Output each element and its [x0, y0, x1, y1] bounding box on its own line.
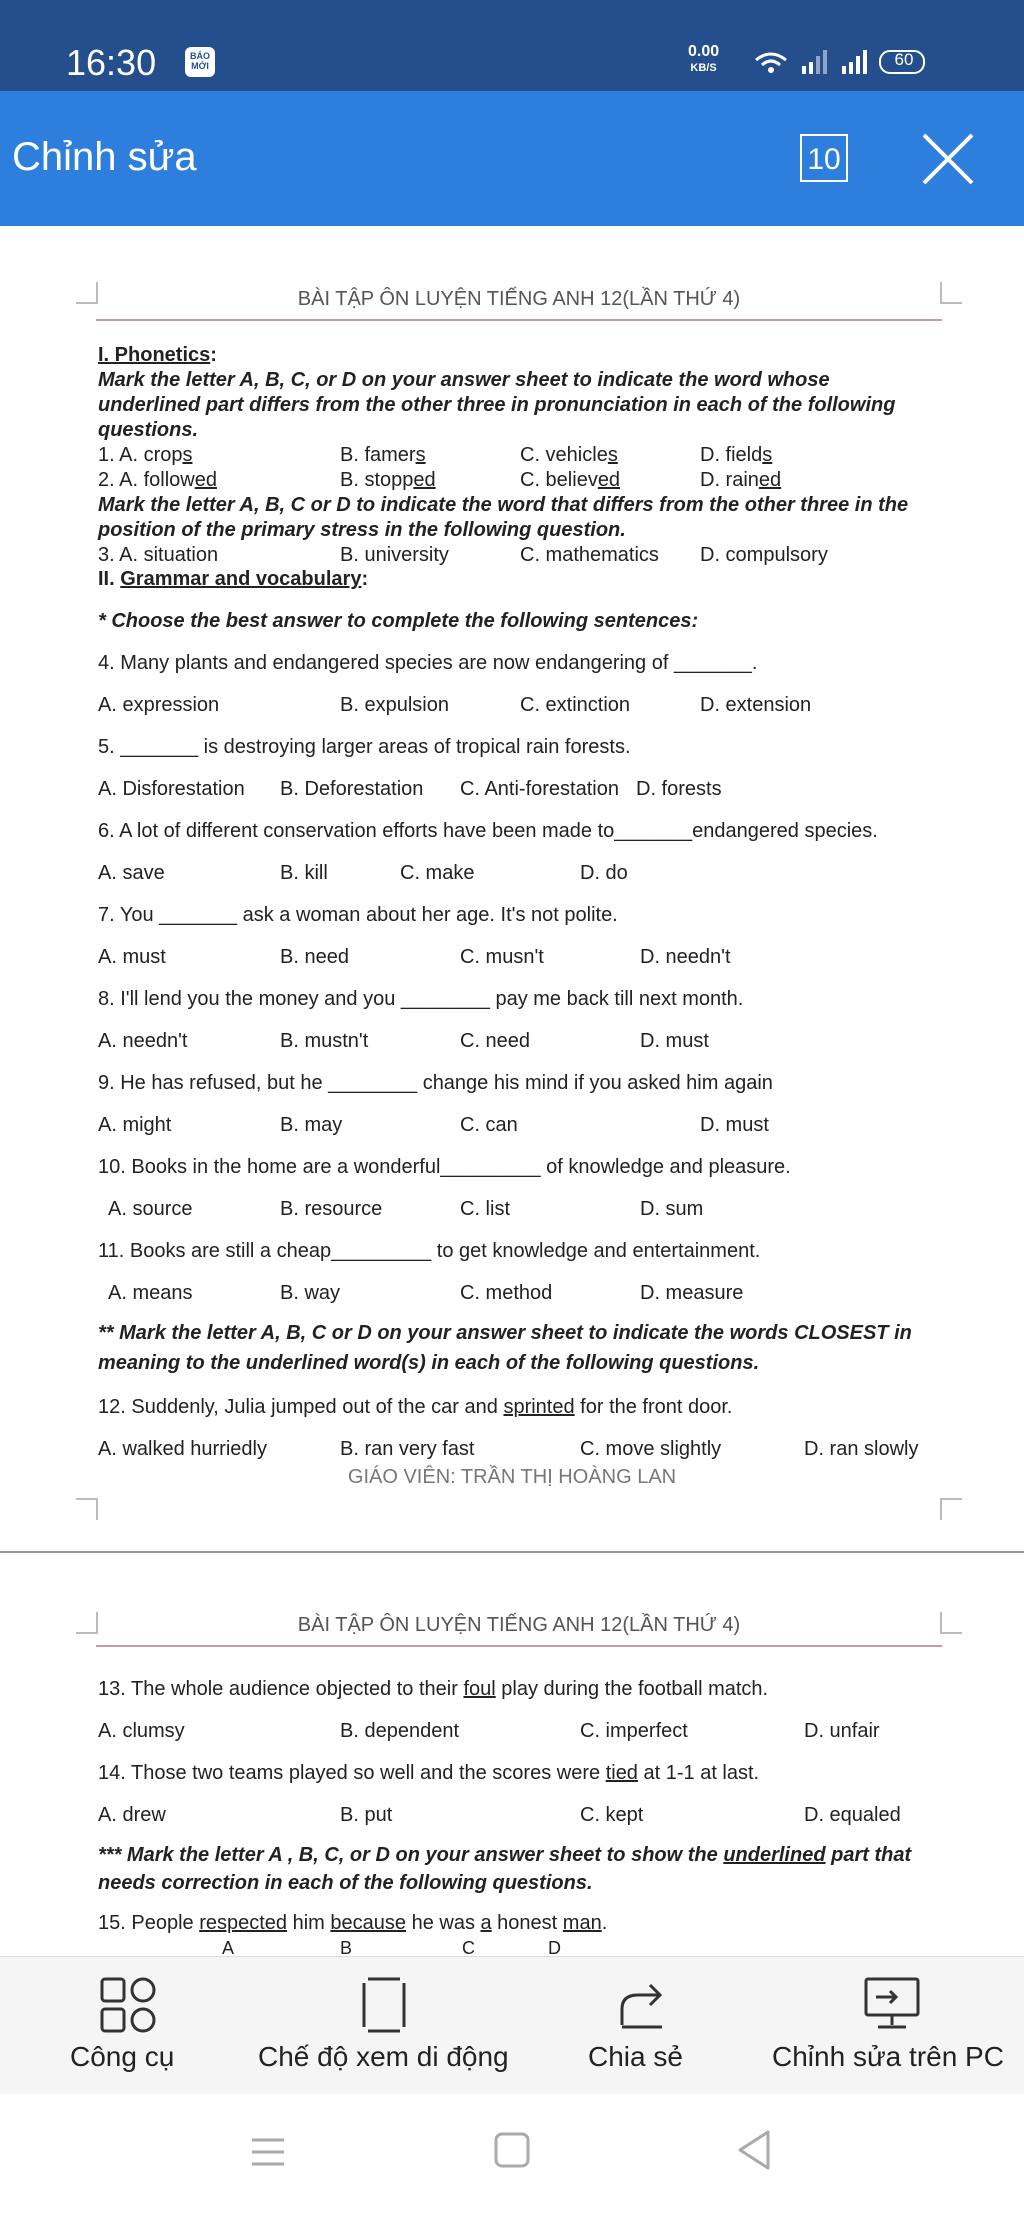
- tools-button[interactable]: [40, 1957, 220, 2095]
- option-text: 1. A. crop: [98, 444, 183, 466]
- option-c: C. list: [460, 1198, 510, 1220]
- network-speed-value: 0.00: [688, 43, 720, 60]
- question-stem: [98, 1912, 607, 1935]
- option-underlined-part: s: [607, 444, 618, 466]
- question-text: at 1-1 at last.: [637, 1762, 760, 1784]
- page-title: Chỉnh sửa: [12, 135, 197, 179]
- section-prefix: II.: [98, 568, 121, 590]
- menu-icon[interactable]: [248, 2132, 288, 2172]
- label-a: A: [222, 1938, 235, 1956]
- share-label: Chia sẻ: [588, 2041, 683, 2072]
- option-d: D. do: [580, 862, 628, 884]
- page-corner-mark: [940, 1498, 962, 1520]
- option-b: B. expulsion: [340, 694, 449, 716]
- question-text: for the front door.: [574, 1396, 733, 1418]
- option-d: D. compulsory: [700, 544, 828, 566]
- option-underlined-part: ed: [758, 469, 782, 491]
- option-text: C. believ: [520, 469, 598, 491]
- page-header: BÀI TẬP ÔN LUYỆN TIẾNG ANH 12(LẦN THỨ 4): [96, 288, 942, 321]
- option-b: B. kill: [280, 862, 328, 884]
- page-header: BÀI TẬP ÔN LUYỆN TIẾNG ANH 12(LẦN THỨ 4): [96, 1614, 942, 1647]
- question-text: honest: [491, 1912, 563, 1934]
- option-c: C. extinction: [520, 694, 631, 716]
- question-stem: 7. You _______ ask a woman about her age. It's not polite.: [98, 904, 618, 926]
- option-c: C. can: [460, 1114, 518, 1136]
- wifi-signal-icon: [752, 46, 952, 76]
- option-d: D. forests: [636, 778, 722, 800]
- option-c: C. need: [460, 1030, 531, 1052]
- question-text: .: [601, 1912, 608, 1934]
- option-b: B. ran very fast: [340, 1438, 475, 1460]
- option-b: [340, 469, 436, 492]
- share-button[interactable]: [570, 1957, 710, 2095]
- option-b: [340, 444, 426, 467]
- question-stem: 11. Books are still a cheap_________ to get knowledge and entertainment.: [98, 1240, 761, 1262]
- mobile-view-icon: [358, 1975, 410, 2035]
- home-icon[interactable]: [492, 2130, 532, 2170]
- option-text: C. vehicle: [520, 444, 608, 466]
- option-a: A. means: [108, 1282, 193, 1304]
- option-b: B. mustn't: [280, 1030, 369, 1052]
- tools-grid-icon: [98, 1975, 162, 2035]
- instruction-text: * Choose the best answer to complete the following sentences:: [98, 610, 699, 632]
- label-b: B: [340, 1938, 353, 1956]
- option-d: D. must: [700, 1114, 769, 1136]
- question-text: him: [287, 1912, 331, 1934]
- option-c: C. imperfect: [580, 1720, 688, 1742]
- option-b: B. may: [280, 1114, 343, 1136]
- option-d: D. equaled: [804, 1804, 901, 1826]
- page-corner-mark: [76, 1612, 98, 1634]
- instruction-text: Mark the letter A, B, C or D to indicate the word that differs from the other three in the: [98, 494, 909, 516]
- instruction-part: *** Mark the letter A , B, C, or D on your answer sheet to show the: [98, 1844, 724, 1866]
- question-stem: [98, 1678, 768, 1701]
- option-c: C. method: [460, 1282, 553, 1304]
- question-text: 15. People: [98, 1912, 200, 1934]
- mobile-view-button[interactable]: [250, 1957, 520, 2095]
- close-icon[interactable]: [918, 129, 978, 189]
- question-stem: 8. I'll lend you the money and you ________ pay me back till next month.: [98, 988, 744, 1010]
- system-nav-bar: [0, 2094, 1024, 2217]
- network-speed: [688, 44, 719, 76]
- share-icon: [612, 1975, 672, 2035]
- option-b: B. resource: [280, 1198, 383, 1220]
- option-c: [520, 469, 620, 492]
- option-c: C. kept: [580, 1804, 644, 1826]
- option-d: D. unfair: [804, 1720, 880, 1742]
- tools-label: Công cụ: [70, 2041, 175, 2072]
- page-corner-mark: [76, 1498, 98, 1520]
- battery-level: 60: [894, 50, 914, 69]
- section-title: Grammar and vocabulary: [120, 568, 362, 590]
- option-b: B. need: [280, 946, 349, 968]
- question-text: play during the football match.: [495, 1678, 769, 1700]
- option-a: A. walked hurriedly: [98, 1438, 267, 1460]
- option-d: D. must: [640, 1030, 709, 1052]
- page-count-button[interactable]: 10: [800, 134, 848, 182]
- question-stem: 10. Books in the home are a wonderful_________ of knowledge and pleasure.: [98, 1156, 791, 1178]
- section-colon: :: [210, 344, 217, 366]
- underlined-word: man: [562, 1912, 602, 1934]
- question-text: 13. The whole audience objected to their: [98, 1678, 464, 1700]
- underlined-word: respected: [199, 1912, 288, 1934]
- option-c: [520, 444, 618, 467]
- option-a: A. source: [108, 1198, 193, 1220]
- option-b: B. way: [280, 1282, 341, 1304]
- underlined-word: sprinted: [503, 1396, 575, 1418]
- option-b: B. Deforestation: [280, 778, 424, 800]
- option-c: C. mathematics: [520, 544, 659, 566]
- question-stem: [98, 1762, 759, 1785]
- option-d: D. sum: [640, 1198, 704, 1220]
- label-c: C: [462, 1938, 475, 1956]
- section-title: I. Phonetics: [98, 344, 211, 366]
- underlined-word: tied: [605, 1762, 638, 1784]
- page-separator: [0, 1551, 1024, 1553]
- option-text: B. famer: [340, 444, 416, 466]
- instruction-text: questions.: [98, 419, 199, 441]
- desktop-edit-icon: [860, 1975, 924, 2035]
- page-corner-mark: [940, 282, 962, 304]
- label-d: D: [548, 1938, 561, 1956]
- section-phonetics: [98, 344, 217, 367]
- section-colon: :: [361, 568, 369, 590]
- underlined-word: foul: [463, 1678, 496, 1700]
- instruction-text: [98, 1844, 911, 1867]
- option-text: B. stopp: [340, 469, 414, 491]
- edit-on-pc-button[interactable]: [760, 1957, 1024, 2095]
- option-c: C. move slightly: [580, 1438, 722, 1460]
- option-a: 3. A. situation: [98, 544, 219, 566]
- option-c: C. Anti-forestation: [460, 778, 619, 800]
- instruction-text: Mark the letter A, B, C, or D on your answer sheet to indicate the word whose: [98, 369, 830, 391]
- option-a: A. Disforestation: [98, 778, 245, 800]
- back-icon[interactable]: [734, 2128, 774, 2172]
- option-d: D. needn't: [640, 946, 731, 968]
- section-grammar: [98, 568, 368, 591]
- document-page-2: [0, 1556, 1024, 1956]
- option-a: A. clumsy: [98, 1720, 185, 1742]
- option-text: D. rain: [700, 469, 759, 491]
- question-text: 12. Suddenly, Julia jumped out of the car and: [98, 1396, 504, 1418]
- option-underlined-part: s: [415, 444, 426, 466]
- news-app-badge: BÁO MỚI: [185, 47, 215, 77]
- underlined-word: underlined: [723, 1844, 826, 1866]
- edit-on-pc-label: Chỉnh sửa trên PC: [772, 2041, 1004, 2072]
- app-bar: [0, 91, 1024, 226]
- document-page-1: [0, 226, 1024, 1556]
- instruction-text: needs correction in each of the following questions.: [98, 1872, 593, 1894]
- option-a: A. save: [98, 862, 165, 884]
- option-a: [98, 444, 193, 467]
- page-footer: GIÁO VIÊN: TRẦN THỊ HOÀNG LAN: [347, 1466, 677, 1488]
- option-d: D. extension: [700, 694, 812, 716]
- instruction-text: position of the primary stress in the following question.: [98, 519, 626, 541]
- option-a: A. might: [98, 1114, 172, 1136]
- option-a: A. expression: [98, 694, 220, 716]
- option-b: B. put: [340, 1804, 393, 1826]
- question-text: 14. Those two teams played so well and the scores were: [98, 1762, 606, 1784]
- option-text: 2. A. follow: [98, 469, 195, 491]
- page-corner-mark: [76, 282, 98, 304]
- option-c: C. make: [400, 862, 475, 884]
- page-corner-mark: [940, 1612, 962, 1634]
- status-bar: [0, 0, 1024, 91]
- question-stem: 4. Many plants and endangered species are now endangering of _______.: [98, 652, 758, 674]
- option-text: D. field: [700, 444, 763, 466]
- question-stem: [98, 1396, 732, 1419]
- instruction-text: meaning to the underlined word(s) in each of the following questions.: [98, 1352, 760, 1374]
- option-underlined-part: s: [182, 444, 193, 466]
- option-b: B. university: [340, 544, 449, 566]
- option-a: A. must: [98, 946, 166, 968]
- bottom-toolbar: [0, 1956, 1024, 2095]
- network-speed-unit: KB/S: [690, 62, 717, 74]
- option-a: A. needn't: [98, 1030, 188, 1052]
- mobile-view-label: Chế độ xem di động: [258, 2041, 509, 2072]
- option-b: B. dependent: [340, 1720, 459, 1742]
- document-viewer[interactable]: [0, 226, 1024, 1956]
- option-d: [700, 469, 781, 492]
- instruction-text: ** Mark the letter A, B, C or D on your answer sheet to indicate the words CLOSEST in: [98, 1322, 912, 1344]
- underlined-word: because: [330, 1912, 407, 1934]
- option-c: C. musn't: [460, 946, 544, 968]
- instruction-part: part that: [825, 1844, 912, 1866]
- instruction-text: underlined part differs from the other three in pronunciation in each of the following: [98, 394, 896, 416]
- clock: 16:30: [66, 42, 157, 83]
- question-stem: 6. A lot of different conservation efforts have been made to_______endangered species.: [98, 820, 878, 842]
- question-text: he was: [406, 1912, 481, 1934]
- question-stem: 5. _______ is destroying larger areas of tropical rain forests.: [98, 736, 631, 758]
- status-icons: [752, 46, 952, 76]
- question-stem: 9. He has refused, but he ________ change his mind if you asked him again: [98, 1072, 773, 1094]
- option-d: D. ran slowly: [804, 1438, 919, 1460]
- option-a: [98, 469, 217, 492]
- option-underlined-part: ed: [597, 469, 621, 491]
- option-underlined-part: s: [762, 444, 773, 466]
- option-a: A. drew: [98, 1804, 166, 1826]
- option-d: D. measure: [640, 1282, 744, 1304]
- underlined-word: a: [480, 1912, 492, 1934]
- option-d: [700, 444, 772, 467]
- option-underlined-part: ed: [194, 469, 217, 491]
- option-underlined-part: ed: [413, 469, 436, 491]
